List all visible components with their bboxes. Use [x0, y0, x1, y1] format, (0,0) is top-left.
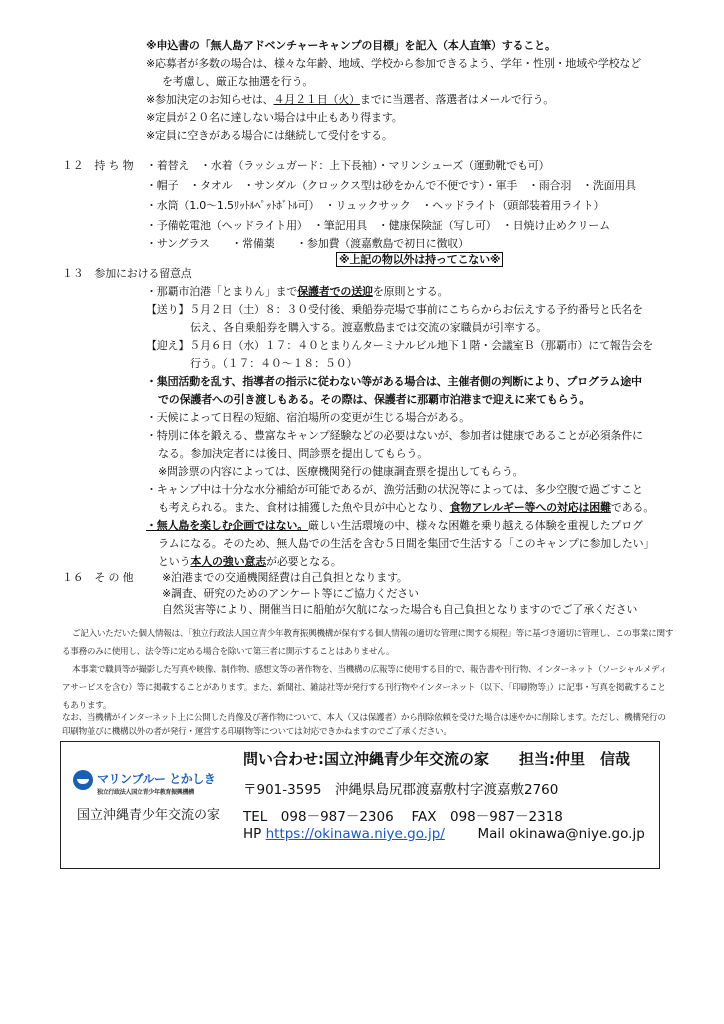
privacy-line-2: る事務のみに使用し、法令等に定める場合を除いて第三者に開示することはありません。: [62, 647, 395, 657]
note-minimum: ※定員が２０名に達しない場合は中止もあり得ます。: [146, 111, 403, 124]
health-line-2: なる。参加決定者には後日、問診票を提出してもらう。: [158, 447, 428, 460]
privacy-line-6: なお、当機構がインターネット上に公開した肖像及び著作物について、本人（又は保護者）から削除依頼を受けた場合は速やかに削除します。ただし、機構発行の: [62, 713, 666, 723]
logo-area: [61, 742, 239, 868]
pickup-policy: ・那覇市泊港「とまりん」まで保護者での送迎を原則とする。: [146, 285, 449, 298]
note-application-goal: ※申込書の「無人島アドベンチャーキャンプの目標」を記入（本人直筆）すること。: [146, 39, 556, 52]
food-line-1: ・キャンプ中は十分な水分補給が可能であるが、漁労活動の状況等によっては、多少空腹で過ごすこと: [146, 483, 643, 496]
privacy-line-5: もあります。: [62, 701, 112, 711]
wave-logo-icon: [73, 770, 93, 790]
items-line-1: ・着替え ・水着（ラッシュガード：上下長袖）・マリンシューズ（運動靴でも可）: [146, 159, 550, 172]
privacy-line-1: ご記入いただいた個人情報は、「独立行政法人国立青少年教育振興機構が保有する個人情報の適切な管理に関する規程」等に基づき適切に管理し、この事業に関す: [72, 629, 674, 639]
health-line-3: ※問診票の内容によっては、医療機関発行の健康調査票を提出してもらう。: [158, 465, 524, 478]
organization-logo: [73, 770, 233, 794]
send-off-line-1: 【送り】５月２日（土）８：３０受付後、乗船券売場で事前にこちらからお伝えする予約番号と氏名を: [146, 303, 643, 316]
weather-note: ・天候によって日程の短縮、宿泊場所の変更が生じる場合がある。: [146, 411, 470, 424]
inquiry-line: 問い合わせ:国立沖縄青少年交流の家 担当:仲里 信哉: [243, 750, 630, 768]
logo-text: マリンブルー とかしき: [97, 772, 216, 786]
note-lottery-2: を考慮し、厳正な抽選を行う。: [162, 75, 314, 88]
privacy-line-7: 印刷物並びに機構以外の者が発行・運営する印刷物等については対応できかねますのでご了承ください。: [62, 727, 452, 737]
group-rule-line-2: での保護者への引き渡しもある。その際は、保護者に那覇市泊港まで迎えに来てもらう。: [158, 393, 590, 406]
other-line-3: 自然災害等により、開催当日に船舶が欠航になった場合も自己負担となりますのでご了承ください: [162, 603, 638, 616]
items-notice: ※上記の物以外は持ってこない※: [336, 252, 503, 267]
address-line: 〒901-3595 沖縄県島尻郡渡嘉敷村字渡嘉敷2760: [243, 782, 559, 798]
group-rule-line-1: ・集団活動を乱す、指導者の指示に従わない等がある場合は、主催者側の判断により、プログラム途中: [146, 375, 642, 388]
section-13-heading: １３ 参加における留意点: [62, 267, 192, 280]
notification-date: ４月２１日（火）: [273, 93, 360, 106]
items-line-5: ・サングラス ・常備薬 ・参加費（渡嘉敷島で初日に徴収）: [146, 237, 469, 250]
hp-label: HP: [243, 826, 262, 842]
logo-subtext: 独立行政法人国立青少年教育振興機構: [97, 789, 194, 796]
items-line-3: ・水筒（1.0〜1.5ﾘｯﾄﾙﾍﾟｯﾄﾎﾞﾄﾙ可） ・リュックサック ・ヘッドライト（頭部装着用ライト）: [146, 199, 605, 212]
send-off-line-2: 伝え、各自乗船券を購入する。渡嘉敷島までは交流の家職員が引率する。: [190, 321, 548, 334]
website-link[interactable]: https://okinawa.niye.go.jp/: [265, 826, 445, 842]
organization-name: 国立沖縄青少年交流の家: [77, 808, 221, 823]
items-line-4: ・予備乾電池（ヘッドライト用） ・筆記用具 ・健康保険証（写し可） ・日焼け止めクリーム: [146, 219, 610, 232]
privacy-line-4: アサービスを含む）等に掲載することがあります。また、新聞社、雑誌社等が発行する刊行物やインターネット（以下、「印刷物等」）に記事・写真を掲載すること: [62, 683, 666, 693]
purpose-line-1: ・無人島を楽しむ企画ではない。厳しい生活環境の中、様々な困難を乗り越える体験を重視したプログ: [146, 519, 643, 532]
other-line-1: ※泊港までの交通機関経費は自己負担となります。: [162, 571, 408, 584]
pick-up-line-1: 【迎え】５月６日（水）１７：４０とまりんターミナルビル地下１階・会議室Ｂ（那覇市）にて報告会を: [146, 339, 654, 352]
web-mail-line: [243, 826, 645, 842]
contact-box: [60, 741, 660, 869]
items-line-2: ・帽子 ・タオル ・サンダル（クロックス型は砂をかんで不便です）・軍手 ・雨合羽 ・洗面用具: [146, 179, 636, 192]
purpose-line-3: という本人の強い意志が必要となる。: [158, 555, 342, 568]
mail-address[interactable]: Mail okinawa@niye.go.jp: [477, 826, 645, 842]
section-12-heading: １２ 持 ち 物: [62, 159, 134, 172]
pick-up-line-2: 行う。（１７：４０〜１８：５０）: [190, 357, 358, 370]
section-16-heading: １６ そ の 他: [62, 571, 134, 584]
other-line-2: ※調査、研究のためのアンケート等にご協力ください: [162, 587, 419, 600]
purpose-line-2: ラムになる。そのため、無人島での生活を含む５日間を集団で生活する「このキャンプに参加したい」: [158, 537, 655, 550]
phone-fax-line: TEL 098－987－2306 FAX 098－987－2318: [243, 809, 563, 825]
note-notification: ※参加決定のお知らせは、４月２１日（火）までに当選者、落選者はメールで行う。: [146, 93, 555, 106]
food-line-2: も考えられる。また、食材は捕獲した魚や貝が中心となり、食物アレルギー等への対応は困難である。: [158, 501, 655, 514]
privacy-line-3: 本事業で職員等が撮影した写真や映像、制作物、感想文等の著作物を、当機構の広報等に使用する目的で、報告書や刊行物、インターネット（ソーシャルメディ: [72, 665, 667, 675]
note-vacancy: ※定員に空きがある場合には継続して受付をする。: [146, 129, 393, 142]
note-lottery-1: ※応募者が多数の場合は、様々な年齢、地域、学校から参加できるよう、学年・性別・地域や学校など: [146, 57, 642, 70]
health-line-1: ・特別に体を鍛える、豊富なキャンプ経験などの必要はないが、参加者は健康であることが必須条件に: [146, 429, 643, 442]
